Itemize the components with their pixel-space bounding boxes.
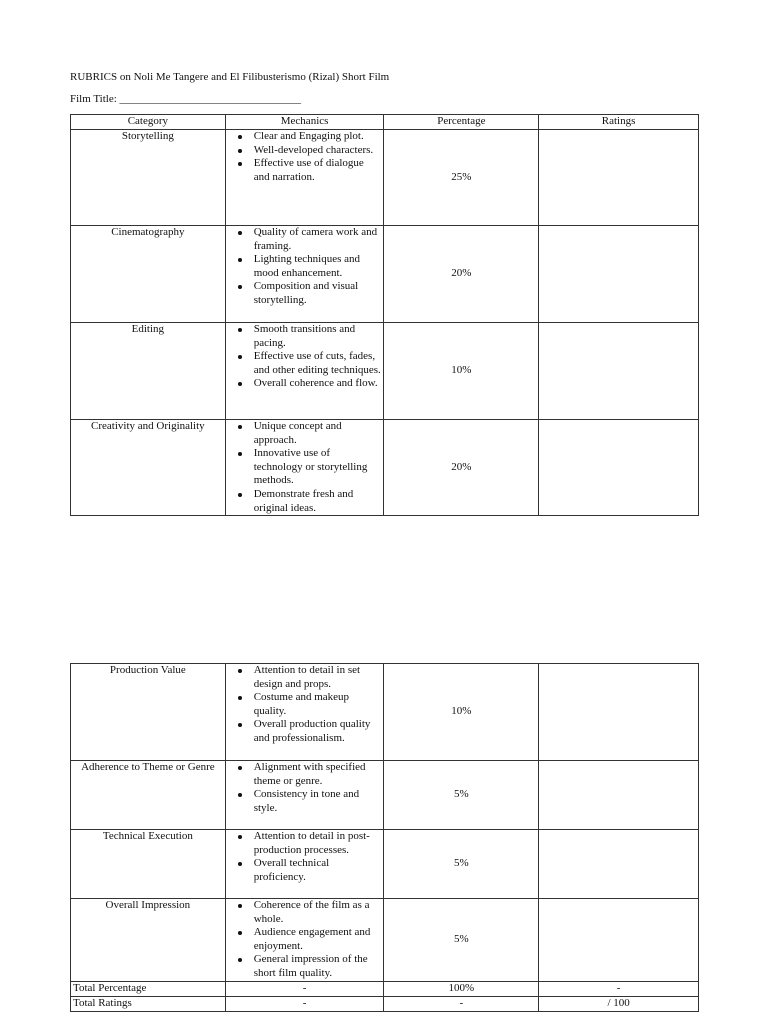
percentage-cell: 25% bbox=[384, 130, 539, 226]
list-item bbox=[254, 664, 382, 691]
percentage-cell: 20% bbox=[384, 226, 539, 323]
header-percentage: Percentage bbox=[384, 115, 539, 130]
rating-cell[interactable] bbox=[539, 830, 699, 899]
mechanic-text: Coherence of the film as a whole. bbox=[253, 899, 370, 925]
list-item bbox=[254, 130, 382, 144]
mechanics-cell bbox=[225, 323, 384, 420]
list-item bbox=[254, 899, 382, 926]
bullet-icon bbox=[238, 904, 242, 908]
percentage-cell: 5% bbox=[384, 899, 539, 982]
rating-cell[interactable] bbox=[539, 226, 699, 323]
mechanics-list bbox=[228, 323, 382, 391]
list-item bbox=[254, 447, 382, 488]
total-rating-cell: - bbox=[539, 982, 699, 997]
bullet-icon bbox=[238, 452, 242, 456]
bullet-icon bbox=[238, 135, 242, 139]
list-item bbox=[254, 253, 382, 280]
list-item bbox=[254, 953, 382, 980]
list-item bbox=[254, 488, 382, 515]
mechanic-text: Unique concept and approach. bbox=[253, 420, 342, 446]
mechanic-text: Alignment with specified theme or genre. bbox=[253, 761, 366, 787]
header-category: Category bbox=[71, 115, 226, 130]
bullet-icon bbox=[238, 835, 242, 839]
total-ratings-row bbox=[71, 997, 699, 1012]
mechanic-text: Overall coherence and flow. bbox=[253, 377, 378, 390]
list-item bbox=[254, 691, 382, 718]
mechanic-text: Overall production quality and professionalism. bbox=[253, 718, 371, 744]
table-row bbox=[71, 761, 699, 830]
bullet-icon bbox=[238, 669, 242, 673]
mechanic-text: Costume and makeup quality. bbox=[253, 691, 350, 717]
bullet-icon bbox=[238, 149, 242, 153]
mechanic-text: Effective use of dialogue and narration. bbox=[253, 157, 364, 183]
table-row bbox=[71, 420, 699, 516]
list-item bbox=[254, 857, 382, 884]
bullet-icon bbox=[238, 162, 242, 166]
mechanics-list bbox=[228, 761, 382, 815]
percentage-cell: 10% bbox=[384, 323, 539, 420]
mechanic-text: Overall technical proficiency. bbox=[253, 857, 330, 883]
rating-cell[interactable] bbox=[539, 420, 699, 516]
table-row bbox=[71, 226, 699, 323]
category-cell: Creativity and Originality bbox=[71, 420, 226, 516]
list-item bbox=[254, 157, 382, 184]
table-row bbox=[71, 830, 699, 899]
list-item bbox=[254, 926, 382, 953]
table-row bbox=[71, 899, 699, 982]
mechanic-text: Lighting techniques and mood enhancement. bbox=[253, 253, 361, 279]
mechanic-text: Demonstrate fresh and original ideas. bbox=[253, 487, 354, 514]
mechanics-cell bbox=[225, 420, 384, 516]
bullet-icon bbox=[238, 696, 242, 700]
bullet-icon bbox=[238, 285, 242, 289]
bullet-icon bbox=[238, 862, 242, 866]
list-item bbox=[254, 830, 382, 857]
table-row bbox=[71, 664, 699, 761]
mechanic-text: Attention to detail in post-production processes. bbox=[253, 830, 370, 856]
mechanic-text: Clear and Engaging plot. bbox=[253, 130, 364, 142]
rating-cell[interactable] bbox=[539, 761, 699, 830]
bullet-icon bbox=[238, 231, 242, 235]
bullet-icon bbox=[238, 793, 242, 797]
category-cell: Production Value bbox=[71, 664, 226, 761]
mechanic-text: Consistency in tone and style. bbox=[253, 788, 360, 814]
mechanics-list bbox=[228, 830, 382, 884]
mechanic-text: Audience engagement and enjoyment. bbox=[253, 926, 371, 952]
category-cell: Overall Impression bbox=[71, 899, 226, 982]
list-item bbox=[254, 323, 382, 350]
percentage-cell: 10% bbox=[384, 664, 539, 761]
list-item bbox=[254, 350, 382, 377]
list-item bbox=[254, 718, 382, 745]
category-cell: Adherence to Theme or Genre bbox=[71, 761, 226, 830]
list-item bbox=[254, 761, 382, 788]
total-mechanics-cell: - bbox=[225, 982, 384, 997]
bullet-icon bbox=[238, 931, 242, 935]
bullet-icon bbox=[238, 958, 242, 962]
mechanics-list bbox=[228, 130, 382, 184]
mechanics-list bbox=[228, 899, 382, 981]
mechanic-text: Smooth transitions and pacing. bbox=[253, 323, 356, 349]
mechanic-text: Innovative use of technology or storytelling methods. bbox=[253, 447, 368, 487]
total-ratings-value[interactable]: / 100 bbox=[539, 997, 699, 1012]
list-item bbox=[254, 226, 382, 253]
bullet-icon bbox=[238, 328, 242, 332]
rating-cell[interactable] bbox=[539, 664, 699, 761]
mechanic-text: Attention to detail in set design and props. bbox=[253, 664, 361, 690]
mechanics-cell bbox=[225, 226, 384, 323]
bullet-icon bbox=[238, 766, 242, 770]
mechanic-text: Quality of camera work and framing. bbox=[253, 226, 378, 252]
bullet-icon bbox=[238, 382, 242, 386]
rating-cell[interactable] bbox=[539, 130, 699, 226]
list-item bbox=[254, 377, 382, 391]
list-item bbox=[254, 280, 382, 307]
mechanic-text: Effective use of cuts, fades, and other editing techniques. bbox=[253, 350, 381, 376]
rating-cell[interactable] bbox=[539, 323, 699, 420]
film-title-field: Film Title: _________________________________ bbox=[70, 93, 302, 105]
rubric-table-part-1 bbox=[70, 114, 699, 516]
total-percentage-row bbox=[71, 982, 699, 997]
mechanics-cell bbox=[225, 664, 384, 761]
total-percentage-value: 100% bbox=[384, 982, 539, 997]
bullet-icon bbox=[238, 258, 242, 262]
mechanic-text: Composition and visual storytelling. bbox=[253, 280, 359, 306]
bullet-icon bbox=[238, 425, 242, 429]
total-mechanics-cell: - bbox=[225, 997, 384, 1012]
total-ratings-label: Total Ratings bbox=[71, 997, 226, 1012]
mechanics-list bbox=[228, 420, 382, 515]
mechanics-cell bbox=[225, 130, 384, 226]
total-percentage-cell: - bbox=[384, 997, 539, 1012]
total-percentage-label: Total Percentage bbox=[71, 982, 226, 997]
rating-cell[interactable] bbox=[539, 899, 699, 982]
category-cell: Storytelling bbox=[71, 130, 226, 226]
list-item bbox=[254, 420, 382, 447]
header-ratings: Ratings bbox=[539, 115, 699, 130]
percentage-cell: 5% bbox=[384, 761, 539, 830]
mechanics-cell bbox=[225, 830, 384, 899]
header-row bbox=[71, 115, 699, 130]
category-cell: Editing bbox=[71, 323, 226, 420]
bullet-icon bbox=[238, 355, 242, 359]
table-row bbox=[71, 323, 699, 420]
bullet-icon bbox=[238, 493, 242, 497]
mechanics-list bbox=[228, 664, 382, 746]
list-item bbox=[254, 144, 382, 158]
mechanics-cell bbox=[225, 899, 384, 982]
rubric-table-part-2 bbox=[70, 663, 699, 1012]
mechanics-list bbox=[228, 226, 382, 308]
bullet-icon bbox=[238, 723, 242, 727]
table-row bbox=[71, 130, 699, 226]
header-mechanics: Mechanics bbox=[225, 115, 384, 130]
mechanics-cell bbox=[225, 761, 384, 830]
document-title: RUBRICS on Noli Me Tangere and El Filibusterismo (Rizal) Short Film bbox=[70, 71, 390, 83]
mechanic-text: General impression of the short film quality. bbox=[253, 953, 368, 979]
percentage-cell: 20% bbox=[384, 420, 539, 516]
category-cell: Technical Execution bbox=[71, 830, 226, 899]
category-cell: Cinematography bbox=[71, 226, 226, 323]
percentage-cell: 5% bbox=[384, 830, 539, 899]
mechanic-text: Well-developed characters. bbox=[253, 143, 374, 156]
list-item bbox=[254, 788, 382, 815]
